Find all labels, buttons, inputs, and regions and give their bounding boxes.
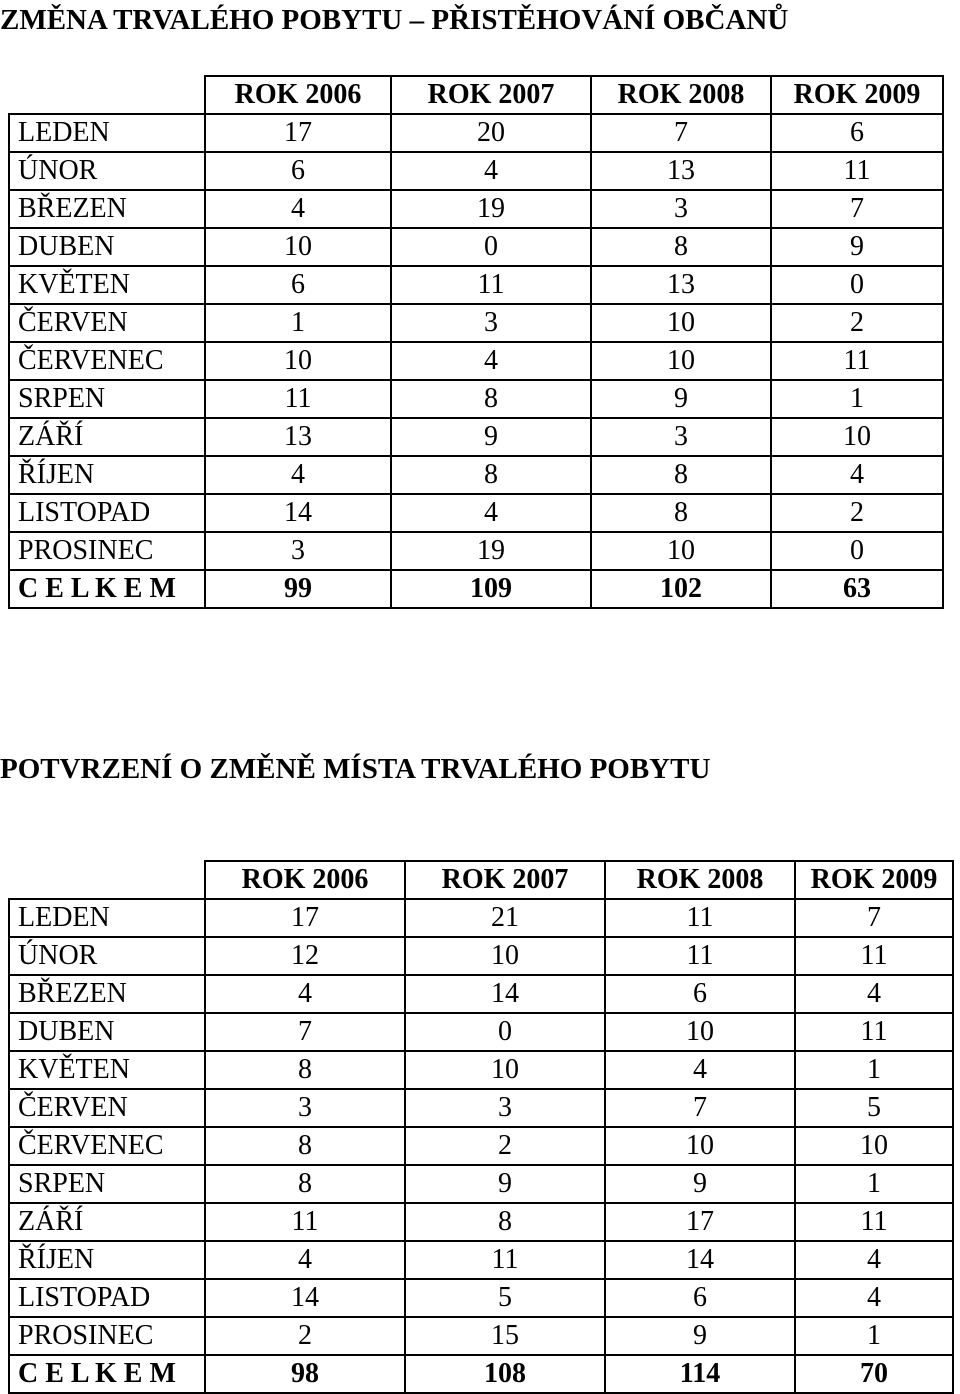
value-cell: 11	[605, 937, 795, 975]
table-row	[9, 266, 943, 304]
section2-title: POTVRZENÍ O ZMĚNĚ MÍSTA TRVALÉHO POBYTU	[0, 753, 711, 785]
table-row	[9, 1089, 953, 1127]
value-cell: 6	[605, 1279, 795, 1317]
total-value-cell: 108	[405, 1355, 605, 1393]
value-cell: 8	[205, 1127, 405, 1165]
table-row	[9, 152, 943, 190]
month-label: PROSINEC	[9, 532, 205, 570]
month-label: ZÁŘÍ	[9, 1203, 205, 1241]
header-corner-cell	[9, 861, 205, 899]
value-cell: 10	[205, 228, 391, 266]
month-label: ŘÍJEN	[9, 1241, 205, 1279]
section1-table	[8, 75, 944, 609]
total-value-cell: 102	[591, 570, 771, 608]
value-cell: 9	[605, 1165, 795, 1203]
month-label: DUBEN	[9, 228, 205, 266]
value-cell: 14	[405, 975, 605, 1013]
value-cell: 11	[205, 1203, 405, 1241]
table-row	[9, 1051, 953, 1089]
table-row	[9, 190, 943, 228]
month-label: ÚNOR	[9, 937, 205, 975]
value-cell: 9	[405, 1165, 605, 1203]
month-label: DUBEN	[9, 1013, 205, 1051]
value-cell: 8	[591, 456, 771, 494]
header-corner-cell	[9, 76, 205, 114]
table-row	[9, 456, 943, 494]
month-label: BŘEZEN	[9, 975, 205, 1013]
value-cell: 11	[771, 342, 943, 380]
table-row	[9, 228, 943, 266]
value-cell: 13	[591, 152, 771, 190]
month-label: ČERVENEC	[9, 342, 205, 380]
header-row	[9, 76, 943, 114]
value-cell: 13	[591, 266, 771, 304]
total-value-cell: 114	[605, 1355, 795, 1393]
total-value-cell: 99	[205, 570, 391, 608]
value-cell: 7	[591, 114, 771, 152]
column-header-2008: ROK 2008	[605, 861, 795, 899]
value-cell: 12	[205, 937, 405, 975]
value-cell: 7	[771, 190, 943, 228]
month-label: KVĚTEN	[9, 266, 205, 304]
value-cell: 10	[405, 1051, 605, 1089]
month-label: ČERVEN	[9, 304, 205, 342]
table-row	[9, 418, 943, 456]
value-cell: 10	[591, 532, 771, 570]
month-label: SRPEN	[9, 1165, 205, 1203]
value-cell: 4	[391, 342, 591, 380]
table-row	[9, 1127, 953, 1165]
column-header-2009: ROK 2009	[771, 76, 943, 114]
value-cell: 3	[205, 532, 391, 570]
value-cell: 4	[795, 975, 953, 1013]
value-cell: 19	[391, 532, 591, 570]
value-cell: 4	[205, 456, 391, 494]
value-cell: 4	[391, 494, 591, 532]
month-label: ÚNOR	[9, 152, 205, 190]
table-row	[9, 1013, 953, 1051]
value-cell: 17	[205, 114, 391, 152]
table-row	[9, 114, 943, 152]
month-label: BŘEZEN	[9, 190, 205, 228]
column-header-2008: ROK 2008	[591, 76, 771, 114]
month-label: LISTOPAD	[9, 494, 205, 532]
value-cell: 3	[591, 418, 771, 456]
value-cell: 9	[391, 418, 591, 456]
value-cell: 4	[605, 1051, 795, 1089]
value-cell: 21	[405, 899, 605, 937]
value-cell: 11	[605, 899, 795, 937]
value-cell: 14	[205, 1279, 405, 1317]
value-cell: 1	[795, 1051, 953, 1089]
value-cell: 11	[391, 266, 591, 304]
month-label: ČERVENEC	[9, 1127, 205, 1165]
total-value-cell: 98	[205, 1355, 405, 1393]
value-cell: 13	[205, 418, 391, 456]
table-row	[9, 937, 953, 975]
value-cell: 10	[795, 1127, 953, 1165]
value-cell: 11	[795, 1203, 953, 1241]
header-row	[9, 861, 953, 899]
value-cell: 10	[605, 1127, 795, 1165]
month-label: KVĚTEN	[9, 1051, 205, 1089]
total-value-cell: 70	[795, 1355, 953, 1393]
value-cell: 10	[205, 342, 391, 380]
column-header-2007: ROK 2007	[405, 861, 605, 899]
value-cell: 4	[771, 456, 943, 494]
value-cell: 7	[605, 1089, 795, 1127]
value-cell: 3	[205, 1089, 405, 1127]
table-row	[9, 342, 943, 380]
value-cell: 11	[795, 1013, 953, 1051]
column-header-2006: ROK 2006	[205, 76, 391, 114]
value-cell: 6	[771, 114, 943, 152]
table-row	[9, 1241, 953, 1279]
value-cell: 4	[205, 190, 391, 228]
table-row	[9, 1317, 953, 1355]
value-cell: 4	[205, 1241, 405, 1279]
section2-table	[8, 860, 954, 1394]
value-cell: 9	[605, 1317, 795, 1355]
column-header-2006: ROK 2006	[205, 861, 405, 899]
table-row	[9, 899, 953, 937]
value-cell: 6	[605, 975, 795, 1013]
value-cell: 3	[405, 1089, 605, 1127]
value-cell: 11	[405, 1241, 605, 1279]
value-cell: 7	[795, 899, 953, 937]
value-cell: 14	[205, 494, 391, 532]
value-cell: 0	[771, 266, 943, 304]
total-value-cell: 63	[771, 570, 943, 608]
value-cell: 0	[771, 532, 943, 570]
value-cell: 2	[771, 494, 943, 532]
month-label: ŘÍJEN	[9, 456, 205, 494]
value-cell: 6	[205, 266, 391, 304]
value-cell: 5	[795, 1089, 953, 1127]
value-cell: 1	[795, 1317, 953, 1355]
value-cell: 4	[795, 1241, 953, 1279]
value-cell: 5	[405, 1279, 605, 1317]
month-label: LEDEN	[9, 114, 205, 152]
value-cell: 4	[205, 975, 405, 1013]
value-cell: 2	[771, 304, 943, 342]
total-label: C E L K E M	[9, 1355, 205, 1393]
section1-title: ZMĚNA TRVALÉHO POBYTU – PŘISTĚHOVÁNÍ OBČANŮ	[0, 4, 789, 36]
value-cell: 17	[605, 1203, 795, 1241]
month-label: PROSINEC	[9, 1317, 205, 1355]
value-cell: 3	[391, 304, 591, 342]
value-cell: 2	[405, 1127, 605, 1165]
table-row	[9, 380, 943, 418]
value-cell: 2	[205, 1317, 405, 1355]
month-label: SRPEN	[9, 380, 205, 418]
value-cell: 1	[795, 1165, 953, 1203]
month-label: LISTOPAD	[9, 1279, 205, 1317]
value-cell: 8	[205, 1165, 405, 1203]
total-row	[9, 570, 943, 608]
value-cell: 3	[591, 190, 771, 228]
month-label: ČERVEN	[9, 1089, 205, 1127]
value-cell: 8	[591, 494, 771, 532]
value-cell: 9	[771, 228, 943, 266]
value-cell: 4	[391, 152, 591, 190]
value-cell: 6	[205, 152, 391, 190]
value-cell: 8	[391, 380, 591, 418]
total-label: C E L K E M	[9, 570, 205, 608]
value-cell: 19	[391, 190, 591, 228]
value-cell: 7	[205, 1013, 405, 1051]
value-cell: 8	[205, 1051, 405, 1089]
value-cell: 10	[591, 342, 771, 380]
total-value-cell: 109	[391, 570, 591, 608]
value-cell: 1	[205, 304, 391, 342]
value-cell: 14	[605, 1241, 795, 1279]
column-header-2007: ROK 2007	[391, 76, 591, 114]
table-row	[9, 494, 943, 532]
value-cell: 8	[591, 228, 771, 266]
value-cell: 17	[205, 899, 405, 937]
value-cell: 10	[771, 418, 943, 456]
value-cell: 10	[591, 304, 771, 342]
value-cell: 8	[405, 1203, 605, 1241]
table-row	[9, 1203, 953, 1241]
value-cell: 15	[405, 1317, 605, 1355]
value-cell: 11	[771, 152, 943, 190]
table-row	[9, 975, 953, 1013]
table-row	[9, 532, 943, 570]
table-row	[9, 304, 943, 342]
column-header-2009: ROK 2009	[795, 861, 953, 899]
value-cell: 8	[391, 456, 591, 494]
value-cell: 9	[591, 380, 771, 418]
value-cell: 4	[795, 1279, 953, 1317]
value-cell: 10	[605, 1013, 795, 1051]
value-cell: 11	[205, 380, 391, 418]
month-label: LEDEN	[9, 899, 205, 937]
value-cell: 1	[771, 380, 943, 418]
value-cell: 0	[391, 228, 591, 266]
value-cell: 0	[405, 1013, 605, 1051]
table-row	[9, 1165, 953, 1203]
month-label: ZÁŘÍ	[9, 418, 205, 456]
value-cell: 11	[795, 937, 953, 975]
table-row	[9, 1279, 953, 1317]
value-cell: 10	[405, 937, 605, 975]
value-cell: 20	[391, 114, 591, 152]
total-row	[9, 1355, 953, 1393]
